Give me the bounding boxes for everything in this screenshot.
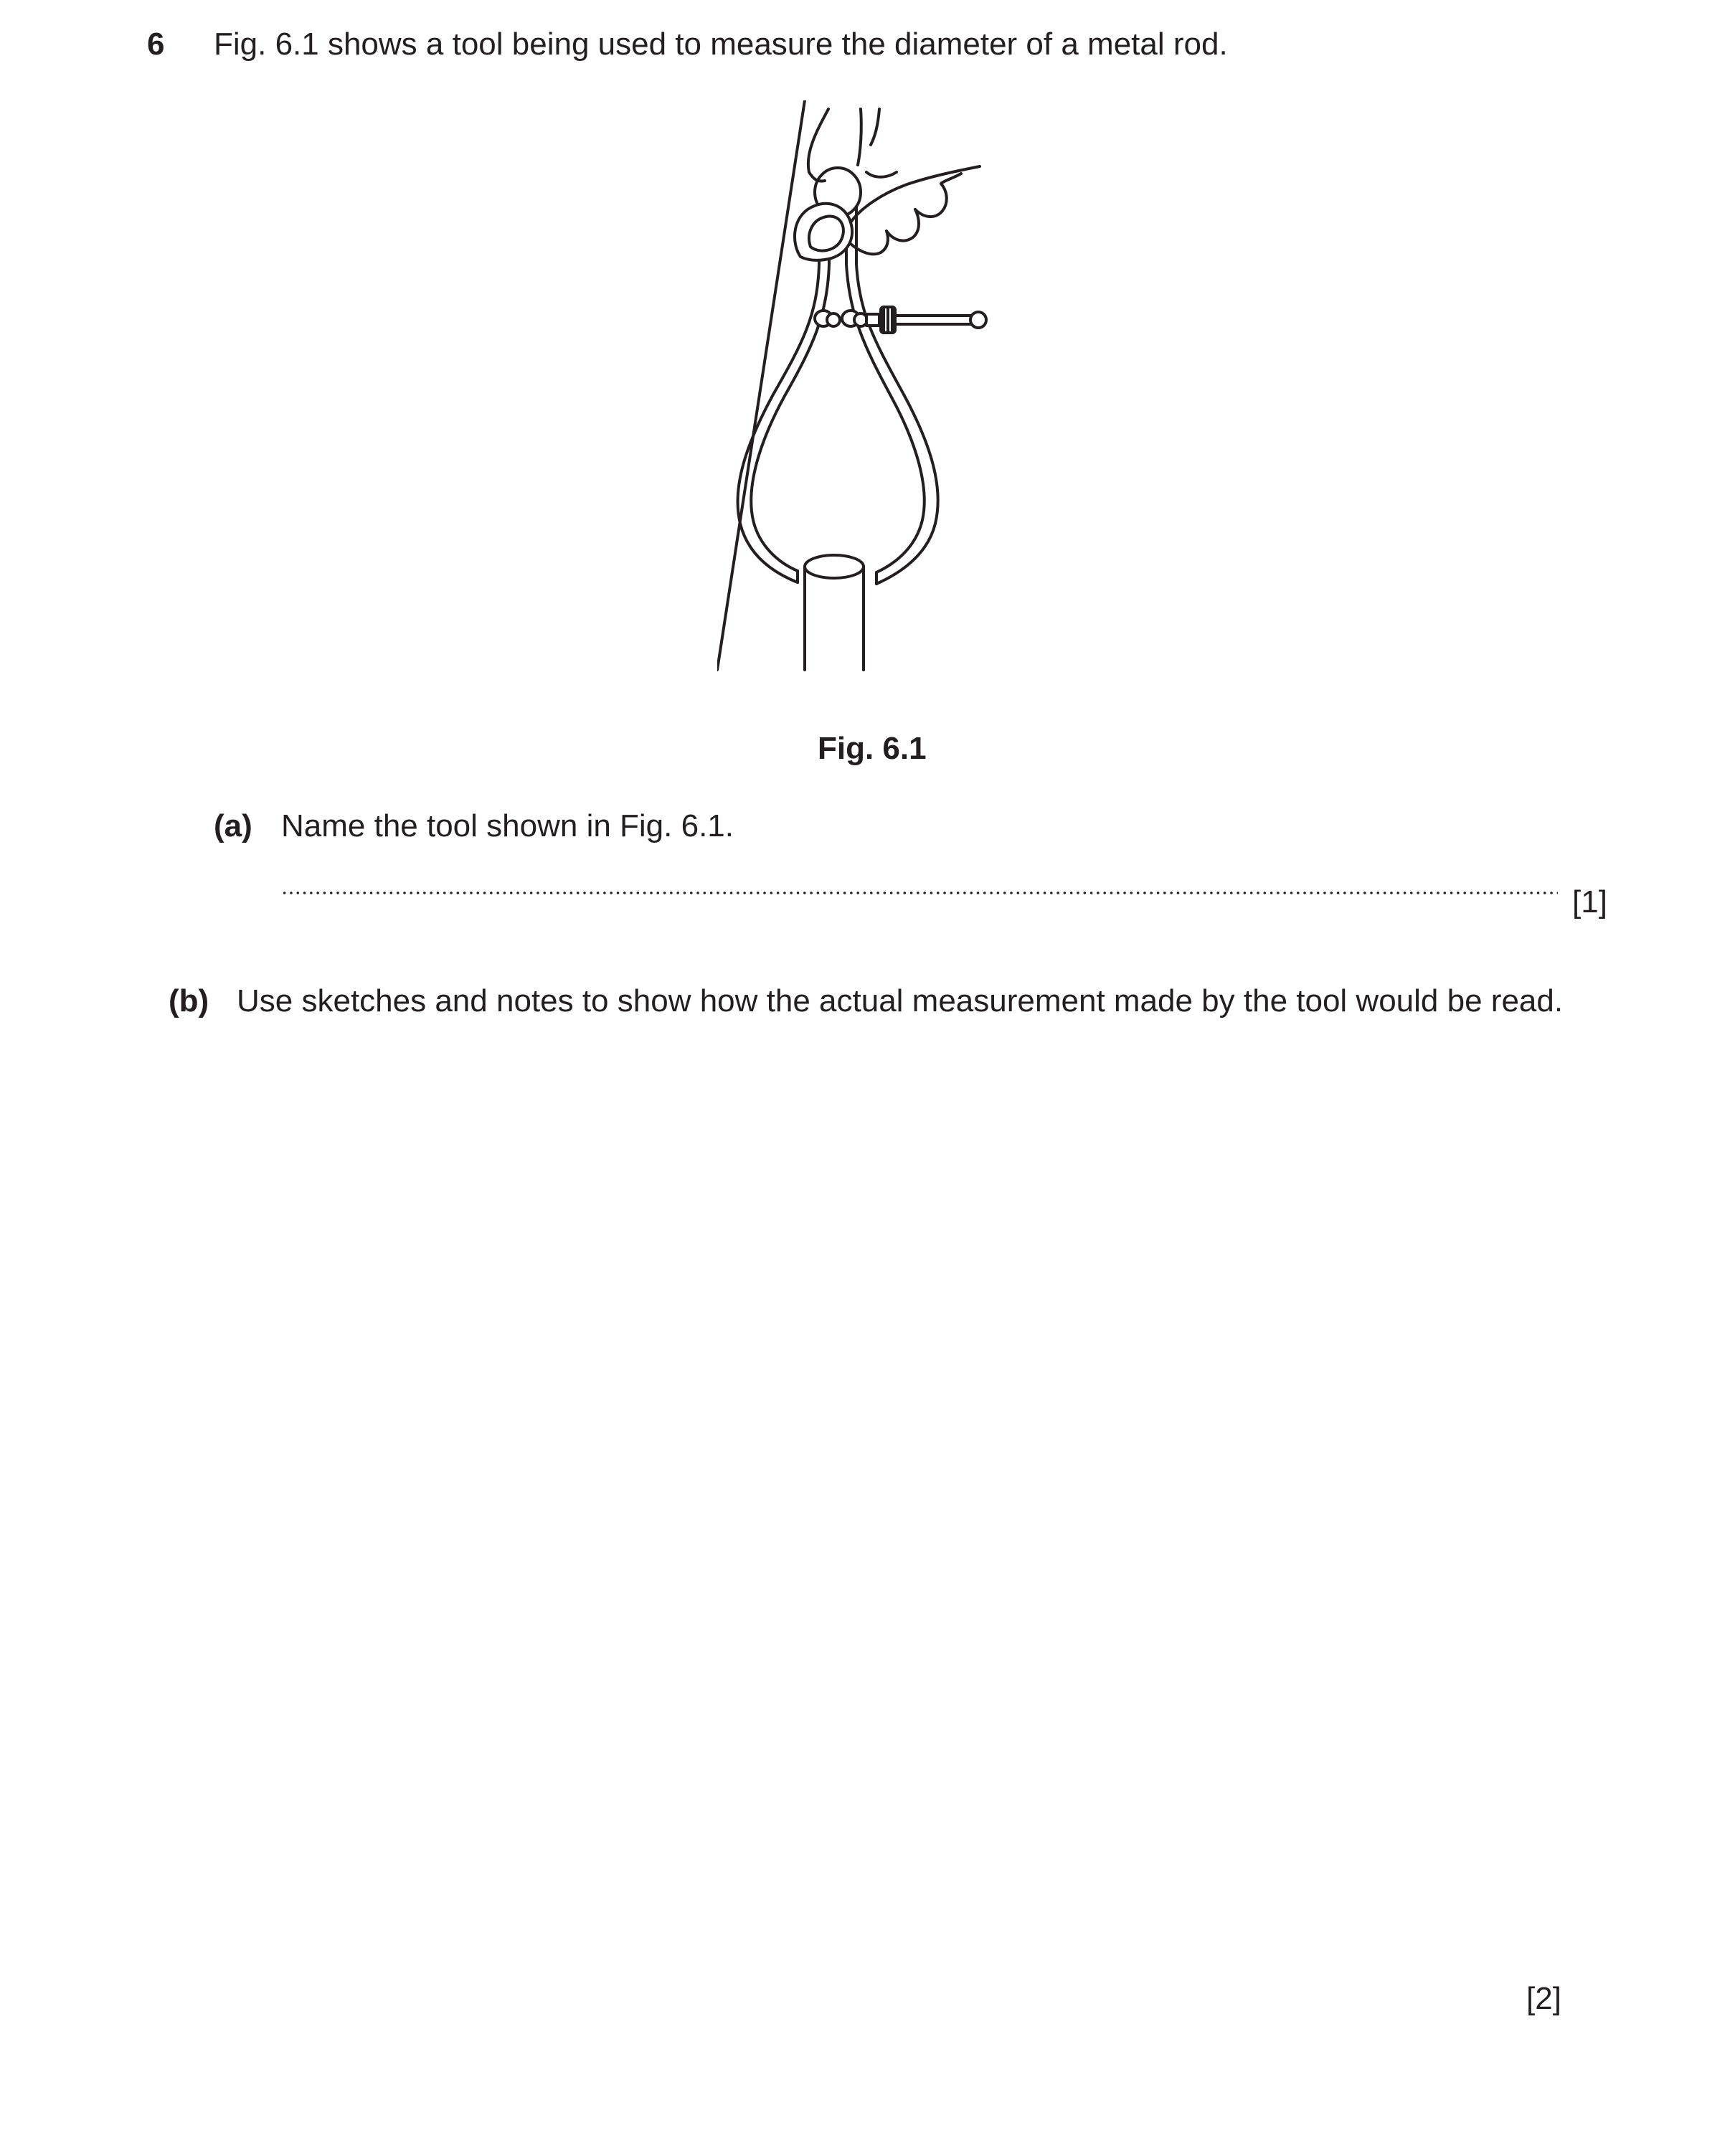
question-number: 6 bbox=[147, 27, 165, 62]
part-b-marks: [2] bbox=[1526, 1981, 1561, 2016]
part-a-question: Name the tool shown in Fig. 6.1. bbox=[281, 808, 734, 843]
question-text: Fig. 6.1 shows a tool being used to measure the diameter of a metal rod. bbox=[214, 27, 1228, 62]
part-a-label: (a) bbox=[214, 808, 252, 843]
caliper-figure bbox=[717, 100, 1033, 689]
answer-line[interactable] bbox=[281, 892, 1558, 894]
figure-caption: Fig. 6.1 bbox=[818, 731, 927, 766]
hand-icon bbox=[795, 109, 980, 260]
part-a-marks: [1] bbox=[1572, 884, 1607, 919]
part-b-question: Use sketches and notes to show how the actual measurement made by the tool would be read. bbox=[237, 983, 1564, 1018]
part-b-label: (b) bbox=[169, 983, 209, 1018]
caliper-legs bbox=[738, 201, 938, 584]
adjusting-screw bbox=[815, 307, 986, 333]
